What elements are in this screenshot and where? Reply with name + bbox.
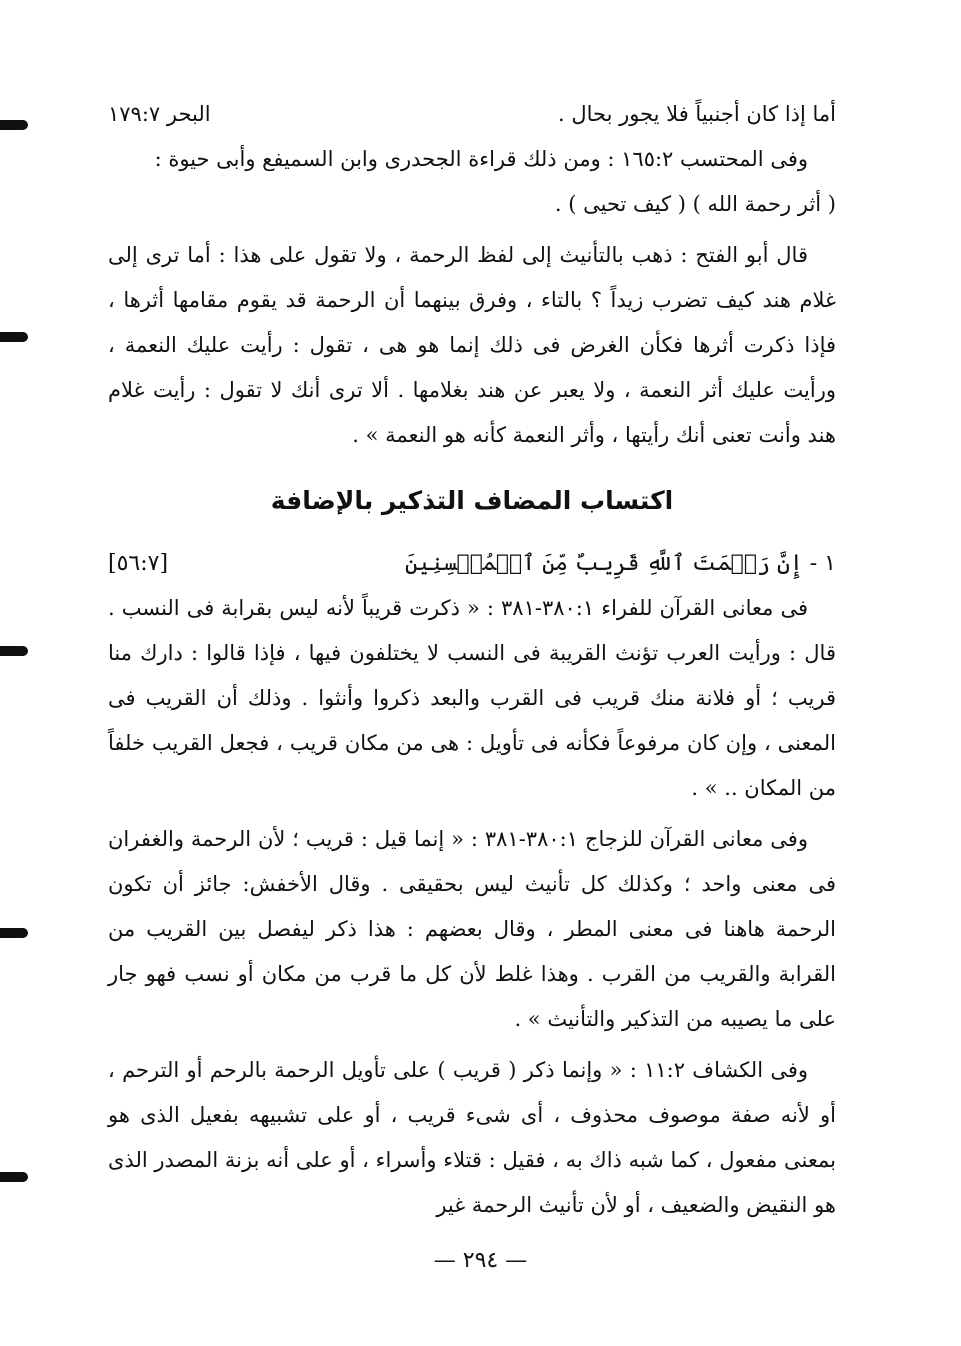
binding-mark bbox=[0, 1172, 28, 1182]
paragraph-zajjaj: وفى معانى القرآن للزجاج ٣٨٠:١-٣٨١ : « إنما قيل : قريب ؛ لأن الرحمة والغفران فى معنى واحد ؛ وكذلك كل تأنيث ليس بحقيقى . وقال الأخفش: جائز أن تكون الرحمة هاهنا فى معنى المطر ، وقال بعضهم : هذا ذكر ليفصل بين القريب من القرابة والقريب من القرب . وهذا غلط لأن كل ما قرب من مكان أو نسب فهو جار على ما يصيبه من التذكير والتأنيث » . bbox=[108, 827, 836, 1031]
verse-line bbox=[108, 541, 836, 586]
page-body bbox=[108, 92, 836, 1228]
muhtasib-reading: ( أثر رحمة الله ) ( كيف تحيى ) . bbox=[554, 192, 836, 216]
binding-mark bbox=[0, 120, 28, 130]
header-line bbox=[108, 92, 836, 137]
paragraph-farra: فى معانى القرآن للفراء ٣٨٠:١-٣٨١ : « ذكرت قريباً لأنه ليس بقرابة فى النسب . قال : ورأيت العرب تؤنث القريبة فى النسب لا يختلفون فيها ، فإذا قالوا : دارك منا قريب ؛ أو فلانة منك قريب فى القرب والبعد ذكروا وأنثوا . وذلك أن القريب فى المعنى ، وإن كان مرفوعاً فكأنه فى تأويل : هى من مكان قريب ، فجعل القريب خلفاً من المكان .. » . bbox=[108, 596, 836, 800]
binding-mark bbox=[0, 646, 28, 656]
muhtasib-intro: وفى المحتسب ١٦٥:٢ : ومن ذلك قراءة الجحدرى وابن السميفع وأبى حيوة : bbox=[154, 147, 808, 171]
section-title: اكتساب المضاف التذكير بالإضافة bbox=[270, 486, 674, 515]
header-text: أما إذا كان أجنبياً فلا يجور بحال . bbox=[558, 102, 836, 126]
binding-mark bbox=[0, 928, 28, 938]
header-reference: البحر ١٧٩:٧ bbox=[108, 102, 211, 126]
page-number: — ٢٩٤ — bbox=[433, 1248, 528, 1273]
paragraph-kashshaf: وفى الكشاف ١١:٢ : « وإنما ذكر ( قريب ) على تأويل الرحمة بالرحم أو الترحم ، أو لأنه صفة موصوف محذوف ، أى شىء قريب ، أو على تشبيهه بفعيل الذى هو بمعنى مفعول ، كما شبه ذاك به ، فقيل : قتلاء وأسراء ، أو على أنه بزنة المصدر الذى هو النقيض والضعيف ، أو لأن تأنيث الرحمة غير bbox=[108, 1058, 836, 1217]
verse-text: ١ - إِنَّ رَحۡمَتَ ٱللَّهِ قَرِيبٌ مِّنَ ٱلۡمُحۡسِنِينَ bbox=[404, 551, 836, 576]
verse-reference: [٥٦:٧] bbox=[108, 551, 169, 576]
muhtasib-commentary: قال أبو الفتح : ذهب بالتأنيث إلى لفظ الرحمة ، ولا تقول على هذا : أما ترى إلى غلام هند كيف تضرب زيداً ؟ بالتاء ، وفرق بينهما أن الرحمة قد يقوم مقامها أثرها ، فإذا ذكرت أثرها فكأن الغرض فى ذلك إنما هو هى ، تقول : رأيت عليك النعمة ، ورأيت عليك أثر النعمة ، ولا يعبر عن هند بغلامها . ألا ترى أنك لا تقول : رأيت غلام هند وأنت تعنى أنك رأيتها ، وأثر النعمة كأنه هو النعمة » . bbox=[108, 243, 836, 447]
binding-mark bbox=[0, 332, 28, 342]
